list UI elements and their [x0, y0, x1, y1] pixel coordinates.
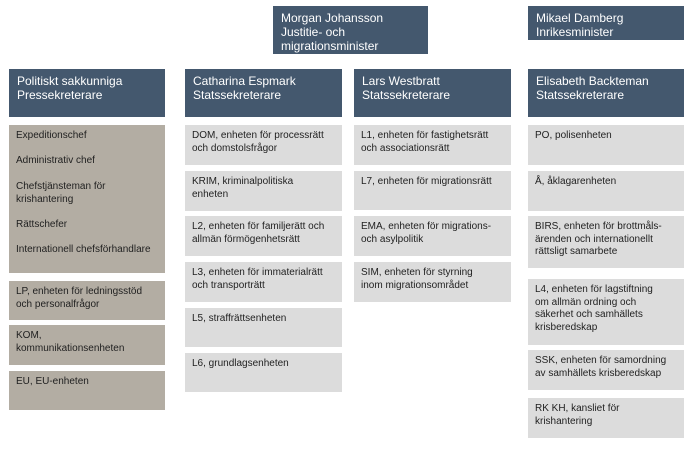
unit-box-ssk	[528, 350, 684, 390]
minister-box-morgan-johansson	[273, 6, 428, 54]
minister-name: Mikael Damberg	[536, 11, 624, 25]
unit-line: enheten	[192, 188, 229, 200]
unit-box-l4	[528, 279, 684, 345]
unit-line: och transporträtt	[192, 279, 265, 291]
unit-line: SIM, enheten för styrning	[361, 267, 473, 278]
unit-box-po	[528, 125, 684, 165]
unit-box-sim	[354, 262, 511, 302]
column-header-catharina-espmark	[185, 69, 342, 117]
unit-line: och asylpolitik	[361, 233, 424, 245]
unit-line: BIRS, enheten för brottmåls-	[535, 221, 662, 232]
header-line: Statssekreterare	[193, 88, 282, 102]
unit-line: L1, enheten för fastighetsrätt	[361, 130, 489, 141]
minister-title: migrationsminister	[281, 39, 379, 53]
unit-line: EMA, enheten för migrations-	[361, 221, 492, 232]
unit-line: L4, enheten för lagstiftning	[535, 284, 653, 295]
unit-box-lp	[9, 281, 165, 320]
unit-line: säkerhet och samhällets	[535, 309, 643, 320]
unit-box-ema	[354, 216, 511, 256]
unit-line: DOM, enheten för processrätt	[192, 130, 324, 141]
unit-line: krishantering	[535, 415, 593, 427]
unit-line: PO, polisenheten	[535, 130, 612, 141]
unit-line: KOM,	[16, 330, 42, 341]
unit-box-a	[528, 171, 684, 211]
unit-box-l1	[354, 125, 511, 165]
unit-box-l2	[185, 216, 342, 256]
header-line: Pressekreterare	[17, 88, 103, 102]
column-header-elisabeth-backteman	[528, 69, 684, 117]
minister-box-mikael-damberg	[528, 6, 684, 40]
unit-line: ärenden och internationellt	[535, 233, 653, 245]
unit-line: SSK, enheten för samordning	[535, 355, 667, 366]
unit-line: Å, åklagarenheten	[535, 176, 617, 187]
unit-box-kom	[9, 325, 165, 365]
header-line: Statssekreterare	[536, 88, 625, 102]
leadership-item: Internationell chefsförhandlare	[16, 244, 151, 255]
unit-line: av samhällets krisberedskap	[535, 367, 662, 379]
leadership-item: Chefstjänsteman för krishantering	[16, 181, 106, 205]
unit-line: rättsligt samarbete	[535, 246, 618, 257]
unit-box-eu	[9, 371, 165, 410]
unit-line: krisberedskap	[535, 321, 598, 333]
leadership-item: Administrativ chef	[16, 155, 95, 166]
header-line: Lars Westbratt	[362, 74, 440, 88]
minister-title: Justitie- och	[281, 25, 346, 39]
leadership-group-box	[9, 125, 165, 273]
unit-line: om allmän ordning och	[535, 296, 637, 308]
unit-line: inom migrationsområdet	[361, 279, 469, 291]
header-line: Elisabeth Backteman	[536, 74, 649, 88]
minister-name: Morgan Johansson	[281, 11, 384, 25]
unit-line: L7, enheten för migrationsrätt	[361, 176, 492, 187]
header-line: Statssekreterare	[362, 88, 451, 102]
unit-box-krim	[185, 171, 342, 211]
leadership-item: Expeditionschef	[16, 130, 87, 141]
unit-box-l5	[185, 308, 342, 347]
unit-line: L3, enheten för immaterialrätt	[192, 267, 323, 278]
unit-line: L6, grundlagsenheten	[192, 358, 289, 369]
unit-box-l7	[354, 171, 511, 210]
unit-line: allmän förmögenhetsrätt	[192, 233, 300, 245]
unit-line: L5, straffrättsenheten	[192, 313, 287, 324]
unit-line: EU, EU-enheten	[16, 376, 89, 387]
unit-line: RK KH, kansliet för	[535, 403, 620, 414]
unit-box-dom	[185, 125, 342, 165]
unit-box-l3	[185, 262, 342, 302]
unit-line: KRIM, kriminalpolitiska	[192, 176, 294, 187]
header-line: Catharina Espmark	[193, 74, 296, 88]
unit-line: och domstolsfrågor	[192, 142, 278, 154]
unit-line: och associationsrätt	[361, 142, 450, 154]
leadership-item: Rättschefer	[16, 219, 68, 230]
unit-box-birs	[528, 216, 684, 268]
unit-line: LP, enheten för ledningsstöd	[16, 286, 143, 297]
unit-line: kommunikationsenheten	[16, 342, 125, 354]
column-header-lars-westbratt	[354, 69, 511, 117]
unit-line: L2, enheten för familjerätt och	[192, 221, 325, 232]
unit-line: och personalfrågor	[16, 298, 100, 310]
minister-title: Inrikesminister	[536, 25, 614, 39]
header-line: Politiskt sakkunniga	[17, 74, 123, 88]
column-header-politiskt-sakkunniga	[9, 69, 165, 117]
unit-box-rk-kh	[528, 398, 684, 438]
unit-box-l6	[185, 353, 342, 392]
